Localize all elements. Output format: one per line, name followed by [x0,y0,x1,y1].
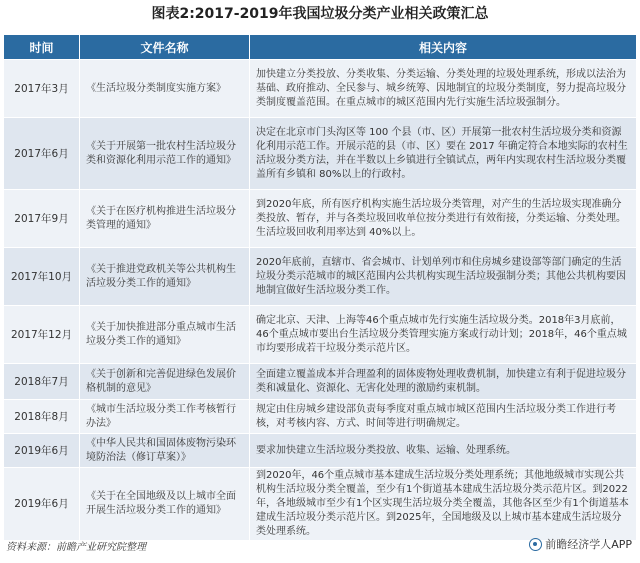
cell-doc: 《关于开展第一批农村生活垃圾分类和资源化利用示范工作的通知》 [80,118,250,190]
table-row [4,400,637,434]
brand-label: 前瞻经济学人APP [545,538,632,551]
cell-time: 2018年7月 [4,364,80,400]
cell-doc: 《关于加快推进部分重点城市生活垃圾分类工作的通知》 [80,306,250,364]
table-row [4,60,637,118]
header-time: 时间 [4,35,80,60]
policy-table [3,34,637,541]
cell-time: 2017年6月 [4,118,80,190]
cell-time: 2017年9月 [4,190,80,248]
cell-content: 到2020年底，所有医疗机构实施生活垃圾分类管理，对产生的生活垃圾实现准确分类投放、暂存，并与各类垃圾回收单位按分类进行有效衔接，分类运输、分类处理。生活垃圾回收利用率达到 40%以上。 [250,190,637,248]
header-doc-name: 文件名称 [80,35,250,60]
table-row [4,364,637,400]
cell-doc: 《关于在医疗机构推进生活垃圾分类管理的通知》 [80,190,250,248]
cell-content: 全面建立覆盖成本并合理盈利的固体废物处理收费机制，加快建立有利于促进垃圾分类和减量化、资源化、无害化处理的激励约束机制。 [250,364,637,400]
cell-content: 要求加快建立生活垃圾分类投放、收集、运输、处理系统。 [250,434,637,468]
table-header [4,35,637,60]
cell-content: 确定北京、天津、上海等46个重点城市先行实施生活垃圾分类。2018年3月底前，46个重点城市要出台生活垃圾分类管理实施方案或行动计划；2018年，46个重点城市均要形成若干垃圾分类示范片区。 [250,306,637,364]
cell-content: 2020年底前，直辖市、省会城市、计划单列市和住房城乡建设部等部门确定的生活垃圾分类示范城市的城区范围内公共机构实现生活垃圾强制分类；其他公共机构要因地制宜做好生活垃圾分类工作。 [250,248,637,306]
cell-time: 2017年10月 [4,248,80,306]
source-note: 资料来源：前瞻产业研究院整理 [6,542,146,553]
cell-doc: 《城市生活垃圾分类工作考核暂行办法》 [80,400,250,434]
table-row [4,190,637,248]
cell-time: 2019年6月 [4,434,80,468]
cell-time: 2019年6月 [4,468,80,541]
cell-time: 2017年3月 [4,60,80,118]
table-row [4,434,637,468]
header-content: 相关内容 [250,35,637,60]
qianzhan-logo-icon [529,538,542,551]
chart-title: 图表2:2017-2019年我国垃圾分类产业相关政策汇总 [151,6,489,22]
cell-content: 规定由住房城乡建设部负责每季度对重点城市城区范围内生活垃圾分类工作进行考核，对考核内容、方式、时间等进行明确规定。 [250,400,637,434]
cell-doc: 《中华人民共和国固体废物污染环境防治法（修订草案）》 [80,434,250,468]
cell-content: 决定在北京市门头沟区等 100 个县（市、区）开展第一批农村生活垃圾分类和资源化利用示范工作。开展示范的县（市、区）要在 2017 年确定符合本地实际的农村生活垃圾分类方法，并在半数以上乡镇进行全镇试点，两年内实现农村生活垃圾分类覆盖所有乡镇和 80%以上的行政村。 [250,118,637,190]
policy-table-container [3,34,637,537]
cell-doc: 《生活垃圾分类制度实施方案》 [80,60,250,118]
cell-doc: 《关于创新和完善促进绿色发展价格机制的意见》 [80,364,250,400]
table-row [4,118,637,190]
cell-time: 2017年12月 [4,306,80,364]
cell-doc: 《关于推进党政机关等公共机构生活垃圾分类工作的通知》 [80,248,250,306]
cell-time: 2018年8月 [4,400,80,434]
table-body [4,60,637,541]
cell-content: 加快建立分类投放、分类收集、分类运输、分类处理的垃圾处理系统，形成以法治为基础、政府推动、全民参与、城乡统筹、因地制宜的垃圾分类制度，努力提高垃圾分类制度覆盖范围。在重点城市的城区范围内先行实施生活垃圾强制分。 [250,60,637,118]
cell-doc: 《关于在全国地级及以上城市全面开展生活垃圾分类工作的通知》 [80,468,250,541]
brand-watermark [529,536,632,552]
cell-content: 到2020年，46个重点城市基本建成生活垃圾分类处理系统；其他地级城市实现公共机构生活垃圾分类全覆盖，至少有1个街道基本建成生活垃圾分类示范片区。到2022年，各地级城市至少有1个区实现生活垃圾分类全覆盖，其他各区至少有1个街道基本建成生活垃圾分类示范片区。到2025年，全国地级及以上城市基本建成生活垃圾分类处理系统。 [250,468,637,541]
table-row [4,468,637,541]
table-row [4,306,637,364]
table-row [4,248,637,306]
